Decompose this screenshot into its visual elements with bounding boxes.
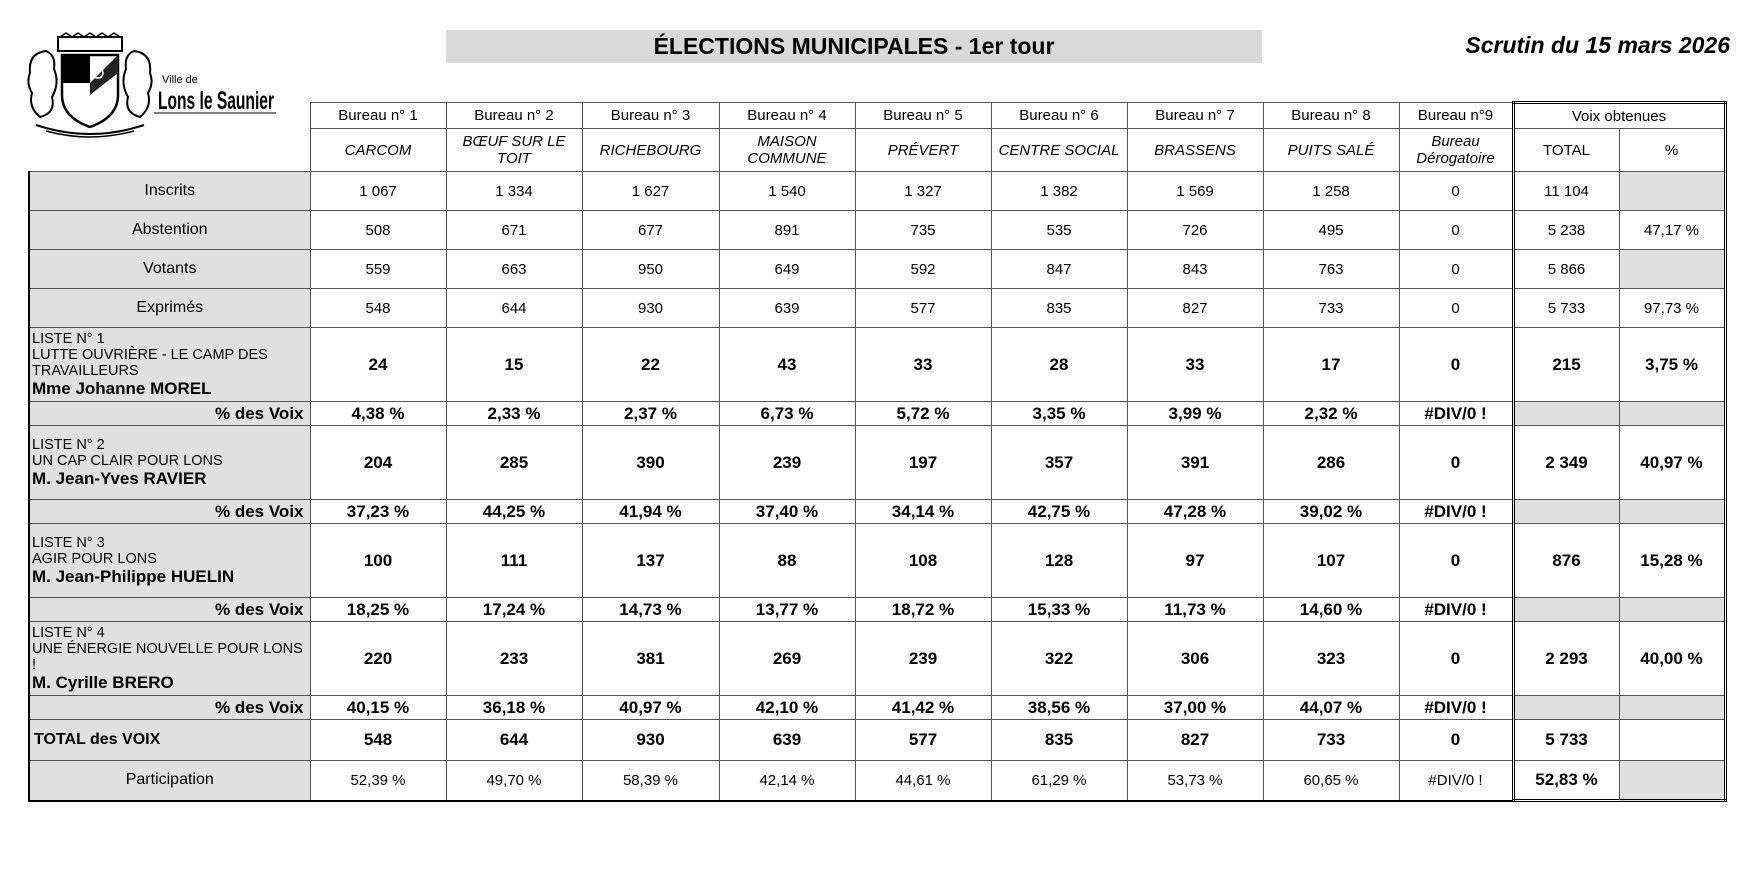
share-value: 14,60 % bbox=[1263, 598, 1399, 622]
participation-value: 52,39 % bbox=[310, 761, 446, 801]
bureau-number-header: Bureau n°9 bbox=[1399, 103, 1513, 129]
stat-value: 495 bbox=[1263, 211, 1399, 250]
stat-value: 1 627 bbox=[582, 172, 719, 211]
share-row bbox=[29, 598, 1725, 622]
stat-value: 827 bbox=[1127, 289, 1263, 328]
list-row bbox=[29, 622, 1725, 696]
participation-label: Participation bbox=[29, 761, 310, 801]
list-name: UNE ÉNERGIE NOUVELLE POUR LONS ! bbox=[32, 640, 303, 673]
share-total-blank bbox=[1513, 500, 1619, 524]
total-voix-total: 5 733 bbox=[1513, 720, 1619, 761]
stat-value: 0 bbox=[1399, 250, 1513, 289]
list-vote-value: 306 bbox=[1127, 622, 1263, 696]
list-vote-value: 43 bbox=[719, 328, 855, 402]
list-vote-value: 0 bbox=[1399, 426, 1513, 500]
list-title: LISTE N° 1 bbox=[32, 330, 105, 347]
bureau-number-header: Bureau n° 1 bbox=[310, 103, 446, 129]
share-value: 41,42 % bbox=[855, 696, 991, 720]
bureau-number-header: Bureau n° 8 bbox=[1263, 103, 1399, 129]
list-vote-value: 22 bbox=[582, 328, 719, 402]
share-value: 42,75 % bbox=[991, 500, 1127, 524]
stat-total: 5 238 bbox=[1513, 211, 1619, 250]
share-value: 15,33 % bbox=[991, 598, 1127, 622]
share-value: 6,73 % bbox=[719, 402, 855, 426]
stat-percent bbox=[1619, 172, 1725, 211]
list-vote-value: 286 bbox=[1263, 426, 1399, 500]
list-vote-value: 220 bbox=[310, 622, 446, 696]
list-total: 2 349 bbox=[1513, 426, 1619, 500]
bureau-name-header: CENTRE SOCIAL bbox=[991, 129, 1127, 172]
stat-row bbox=[29, 211, 1725, 250]
share-value: 2,37 % bbox=[582, 402, 719, 426]
share-value: 40,15 % bbox=[310, 696, 446, 720]
list-percent: 15,28 % bbox=[1619, 524, 1725, 598]
list-vote-value: 0 bbox=[1399, 524, 1513, 598]
share-percent-blank bbox=[1619, 598, 1725, 622]
bureau-number-header: Bureau n° 6 bbox=[991, 103, 1127, 129]
share-percent-blank bbox=[1619, 500, 1725, 524]
share-value: #DIV/0 ! bbox=[1399, 696, 1513, 720]
stat-value: 763 bbox=[1263, 250, 1399, 289]
list-vote-value: 0 bbox=[1399, 328, 1513, 402]
share-label: % des Voix bbox=[29, 696, 310, 720]
list-total: 215 bbox=[1513, 328, 1619, 402]
bureau-number-header: Bureau n° 7 bbox=[1127, 103, 1263, 129]
stat-value: 1 327 bbox=[855, 172, 991, 211]
corner-blank bbox=[29, 103, 310, 129]
stat-value: 843 bbox=[1127, 250, 1263, 289]
total-voix-row bbox=[29, 720, 1725, 761]
list-vote-value: 390 bbox=[582, 426, 719, 500]
share-label: % des Voix bbox=[29, 598, 310, 622]
stat-value: 592 bbox=[855, 250, 991, 289]
total-voix-value: 577 bbox=[855, 720, 991, 761]
list-vote-value: 24 bbox=[310, 328, 446, 402]
stat-row bbox=[29, 250, 1725, 289]
share-row bbox=[29, 500, 1725, 524]
total-voix-percent-blank bbox=[1619, 720, 1725, 761]
stat-value: 649 bbox=[719, 250, 855, 289]
share-value: 44,07 % bbox=[1263, 696, 1399, 720]
stat-value: 1 382 bbox=[991, 172, 1127, 211]
list-name: LUTTE OUVRIÈRE - LE CAMP DES TRAVAILLEURS bbox=[32, 346, 268, 379]
share-value: 41,94 % bbox=[582, 500, 719, 524]
stat-row bbox=[29, 172, 1725, 211]
stat-label: Votants bbox=[29, 250, 310, 289]
share-value: 47,28 % bbox=[1127, 500, 1263, 524]
bureau-name-header: BRASSENS bbox=[1127, 129, 1263, 172]
stat-value: 735 bbox=[855, 211, 991, 250]
stat-value: 663 bbox=[446, 250, 582, 289]
total-voix-value: 548 bbox=[310, 720, 446, 761]
list-percent: 40,97 % bbox=[1619, 426, 1725, 500]
share-value: 39,02 % bbox=[1263, 500, 1399, 524]
share-row bbox=[29, 696, 1725, 720]
total-voix-value: 930 bbox=[582, 720, 719, 761]
share-value: 11,73 % bbox=[1127, 598, 1263, 622]
share-value: 2,33 % bbox=[446, 402, 582, 426]
stat-label: Inscrits bbox=[29, 172, 310, 211]
bureau-name-header: BŒUF SUR LE TOIT bbox=[446, 129, 582, 172]
total-voix-value: 733 bbox=[1263, 720, 1399, 761]
stat-value: 1 569 bbox=[1127, 172, 1263, 211]
share-percent-blank bbox=[1619, 402, 1725, 426]
share-value: #DIV/0 ! bbox=[1399, 598, 1513, 622]
share-total-blank bbox=[1513, 402, 1619, 426]
list-row bbox=[29, 524, 1725, 598]
list-title: LISTE N° 2 bbox=[32, 436, 105, 453]
stat-value: 1 258 bbox=[1263, 172, 1399, 211]
share-value: 37,00 % bbox=[1127, 696, 1263, 720]
list-vote-value: 391 bbox=[1127, 426, 1263, 500]
list-vote-value: 285 bbox=[446, 426, 582, 500]
list-vote-value: 17 bbox=[1263, 328, 1399, 402]
stat-total: 5 733 bbox=[1513, 289, 1619, 328]
bureau-name-header: MAISON COMMUNE bbox=[719, 129, 855, 172]
share-percent-blank bbox=[1619, 696, 1725, 720]
share-total-blank bbox=[1513, 598, 1619, 622]
participation-percent-blank bbox=[1619, 761, 1725, 801]
list-vote-value: 28 bbox=[991, 328, 1127, 402]
list-vote-value: 15 bbox=[446, 328, 582, 402]
share-value: 42,10 % bbox=[719, 696, 855, 720]
bureau-number-header: Bureau n° 4 bbox=[719, 103, 855, 129]
list-vote-value: 107 bbox=[1263, 524, 1399, 598]
stat-value: 891 bbox=[719, 211, 855, 250]
stat-value: 0 bbox=[1399, 289, 1513, 328]
stat-value: 930 bbox=[582, 289, 719, 328]
participation-total: 52,83 % bbox=[1513, 761, 1619, 801]
stat-value: 1 334 bbox=[446, 172, 582, 211]
logo-small-text: Ville de bbox=[162, 74, 198, 86]
list-name: UN CAP CLAIR POUR LONS bbox=[32, 452, 223, 469]
stat-value: 1 540 bbox=[719, 172, 855, 211]
bureau-name-header: PUITS SALÉ bbox=[1263, 129, 1399, 172]
stat-value: 535 bbox=[991, 211, 1127, 250]
election-date: Scrutin du 15 mars 2026 bbox=[1465, 32, 1730, 58]
list-vote-value: 233 bbox=[446, 622, 582, 696]
stat-value: 0 bbox=[1399, 172, 1513, 211]
share-label: % des Voix bbox=[29, 500, 310, 524]
list-vote-value: 0 bbox=[1399, 622, 1513, 696]
total-voix-value: 0 bbox=[1399, 720, 1513, 761]
stat-total: 11 104 bbox=[1513, 172, 1619, 211]
stat-label: Exprimés bbox=[29, 289, 310, 328]
stat-value: 726 bbox=[1127, 211, 1263, 250]
total-voix-value: 827 bbox=[1127, 720, 1263, 761]
list-vote-value: 381 bbox=[582, 622, 719, 696]
stat-percent: 47,17 % bbox=[1619, 211, 1725, 250]
participation-value: 61,29 % bbox=[991, 761, 1127, 801]
share-value: 40,97 % bbox=[582, 696, 719, 720]
percent-header: % bbox=[1619, 129, 1725, 172]
total-voix-value: 835 bbox=[991, 720, 1127, 761]
participation-value: 58,39 % bbox=[582, 761, 719, 801]
stat-value: 559 bbox=[310, 250, 446, 289]
participation-value: 44,61 % bbox=[855, 761, 991, 801]
participation-value: #DIV/0 ! bbox=[1399, 761, 1513, 801]
stat-value: 671 bbox=[446, 211, 582, 250]
list-total: 2 293 bbox=[1513, 622, 1619, 696]
bureau-number-header: Bureau n° 2 bbox=[446, 103, 582, 129]
participation-row bbox=[29, 761, 1725, 801]
participation-value: 42,14 % bbox=[719, 761, 855, 801]
voix-obtenues-header: Voix obtenues bbox=[1513, 103, 1725, 129]
stat-value: 577 bbox=[855, 289, 991, 328]
stat-total: 5 866 bbox=[1513, 250, 1619, 289]
share-value: 3,35 % bbox=[991, 402, 1127, 426]
list-candidate: Mme Johanne MOREL bbox=[32, 378, 212, 398]
stat-label: Abstention bbox=[29, 211, 310, 250]
bureau-number-row bbox=[29, 103, 1725, 129]
stat-value: 548 bbox=[310, 289, 446, 328]
list-vote-value: 137 bbox=[582, 524, 719, 598]
share-value: 18,25 % bbox=[310, 598, 446, 622]
participation-value: 53,73 % bbox=[1127, 761, 1263, 801]
list-title: LISTE N° 4 bbox=[32, 624, 105, 641]
share-label: % des Voix bbox=[29, 402, 310, 426]
stat-value: 835 bbox=[991, 289, 1127, 328]
list-row bbox=[29, 426, 1725, 500]
page-title: ÉLECTIONS MUNICIPALES - 1er tour bbox=[446, 30, 1262, 63]
bureau-number-header: Bureau n° 5 bbox=[855, 103, 991, 129]
list-vote-value: 269 bbox=[719, 622, 855, 696]
results-table bbox=[28, 101, 1727, 802]
stat-value: 677 bbox=[582, 211, 719, 250]
stat-value: 639 bbox=[719, 289, 855, 328]
logo-town-name: Lons le Saunier bbox=[158, 87, 275, 115]
total-voix-label: TOTAL des VOIX bbox=[29, 720, 310, 761]
share-value: #DIV/0 ! bbox=[1399, 500, 1513, 524]
list-candidate: M. Jean-Philippe HUELIN bbox=[32, 566, 235, 586]
list-vote-value: 323 bbox=[1263, 622, 1399, 696]
share-value: 13,77 % bbox=[719, 598, 855, 622]
list-vote-value: 97 bbox=[1127, 524, 1263, 598]
bureau-name-row bbox=[29, 129, 1725, 172]
list-vote-value: 88 bbox=[719, 524, 855, 598]
share-value: 37,40 % bbox=[719, 500, 855, 524]
share-value: 36,18 % bbox=[446, 696, 582, 720]
list-vote-value: 128 bbox=[991, 524, 1127, 598]
share-value: 34,14 % bbox=[855, 500, 991, 524]
stat-value: 1 067 bbox=[310, 172, 446, 211]
list-candidate: M. Jean-Yves RAVIER bbox=[32, 468, 207, 488]
list-vote-value: 197 bbox=[855, 426, 991, 500]
list-vote-value: 33 bbox=[855, 328, 991, 402]
share-value: 3,99 % bbox=[1127, 402, 1263, 426]
list-vote-value: 239 bbox=[719, 426, 855, 500]
list-label-cell bbox=[29, 328, 310, 402]
list-row bbox=[29, 328, 1725, 402]
list-candidate: M. Cyrille BRERO bbox=[32, 672, 174, 692]
stat-percent: 97,73 % bbox=[1619, 289, 1725, 328]
corner-blank bbox=[29, 129, 310, 172]
share-value: 2,32 % bbox=[1263, 402, 1399, 426]
total-voix-value: 644 bbox=[446, 720, 582, 761]
list-vote-value: 100 bbox=[310, 524, 446, 598]
stat-value: 644 bbox=[446, 289, 582, 328]
total-header: TOTAL bbox=[1513, 129, 1619, 172]
stat-percent bbox=[1619, 250, 1725, 289]
bureau-name-header: RICHEBOURG bbox=[582, 129, 719, 172]
stat-value: 508 bbox=[310, 211, 446, 250]
share-value: 38,56 % bbox=[991, 696, 1127, 720]
list-vote-value: 239 bbox=[855, 622, 991, 696]
list-vote-value: 322 bbox=[991, 622, 1127, 696]
share-value: 37,23 % bbox=[310, 500, 446, 524]
list-vote-value: 33 bbox=[1127, 328, 1263, 402]
list-percent: 3,75 % bbox=[1619, 328, 1725, 402]
share-value: 5,72 % bbox=[855, 402, 991, 426]
participation-value: 60,65 % bbox=[1263, 761, 1399, 801]
share-value: 18,72 % bbox=[855, 598, 991, 622]
list-label-cell bbox=[29, 426, 310, 500]
bureau-number-header: Bureau n° 3 bbox=[582, 103, 719, 129]
stat-value: 0 bbox=[1399, 211, 1513, 250]
share-value: 17,24 % bbox=[446, 598, 582, 622]
share-row bbox=[29, 402, 1725, 426]
share-value: 4,38 % bbox=[310, 402, 446, 426]
list-total: 876 bbox=[1513, 524, 1619, 598]
bureau-name-header: Bureau Dérogatoire bbox=[1399, 129, 1513, 172]
list-name: AGIR POUR LONS bbox=[32, 550, 157, 567]
stat-value: 733 bbox=[1263, 289, 1399, 328]
share-value: 14,73 % bbox=[582, 598, 719, 622]
bureau-name-header: PRÉVERT bbox=[855, 129, 991, 172]
share-value: #DIV/0 ! bbox=[1399, 402, 1513, 426]
list-title: LISTE N° 3 bbox=[32, 534, 105, 551]
share-total-blank bbox=[1513, 696, 1619, 720]
list-vote-value: 204 bbox=[310, 426, 446, 500]
list-vote-value: 108 bbox=[855, 524, 991, 598]
list-vote-value: 357 bbox=[991, 426, 1127, 500]
list-label-cell bbox=[29, 622, 310, 696]
list-vote-value: 111 bbox=[446, 524, 582, 598]
share-value: 44,25 % bbox=[446, 500, 582, 524]
total-voix-value: 639 bbox=[719, 720, 855, 761]
bureau-name-header: CARCOM bbox=[310, 129, 446, 172]
list-percent: 40,00 % bbox=[1619, 622, 1725, 696]
stat-value: 847 bbox=[991, 250, 1127, 289]
list-label-cell bbox=[29, 524, 310, 598]
stat-value: 950 bbox=[582, 250, 719, 289]
participation-value: 49,70 % bbox=[446, 761, 582, 801]
stat-row bbox=[29, 289, 1725, 328]
